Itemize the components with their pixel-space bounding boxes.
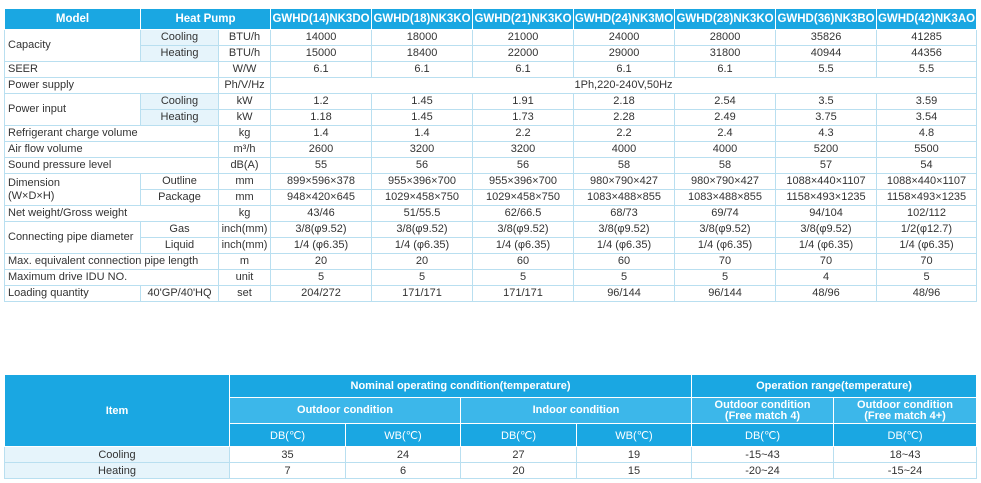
- model-column-header: GWHD(24)NK3MO: [574, 9, 675, 30]
- table-cell: 2.2: [574, 126, 675, 142]
- table-cell: 2600: [271, 142, 372, 158]
- model-column-header: GWHD(18)NK3KO: [372, 9, 473, 30]
- row-sublabel: Cooling: [141, 94, 219, 110]
- table-cell: 1/2(φ12.7): [877, 222, 977, 238]
- table-cell: 3/8(φ9.52): [574, 222, 675, 238]
- cooling-label: Cooling: [5, 447, 230, 463]
- row-unit: Ph/V/Hz: [219, 78, 271, 94]
- table-cell: 1083×488×855: [675, 190, 776, 206]
- table-cell: 1158×493×1235: [776, 190, 877, 206]
- table-cell: 2.18: [574, 94, 675, 110]
- table-cell: 43/46: [271, 206, 372, 222]
- table-row: [5, 126, 977, 142]
- range-header: Operation range(temperature): [692, 375, 977, 398]
- spec-table: [4, 8, 977, 302]
- table-cell: -15~24: [834, 463, 977, 479]
- table-cell: 1.4: [271, 126, 372, 142]
- table-cell: 19: [577, 447, 692, 463]
- table-cell: -20~24: [692, 463, 834, 479]
- sound-label: Sound pressure level: [5, 158, 219, 174]
- row-unit: dB(A): [219, 158, 271, 174]
- spec-header-row: [5, 9, 977, 30]
- row-unit: m³/h: [219, 142, 271, 158]
- table-cell: 1/4 (φ6.35): [574, 238, 675, 254]
- table-cell: 2.28: [574, 110, 675, 126]
- table-row: [5, 222, 977, 238]
- row-unit: mm: [219, 174, 271, 190]
- table-cell: 5: [574, 270, 675, 286]
- table-cell: 60: [473, 254, 574, 270]
- loading-label: Loading quantity: [5, 286, 141, 302]
- table-cell: 58: [574, 158, 675, 174]
- table-row: [5, 270, 977, 286]
- table-cell: 1/4 (φ6.35): [675, 238, 776, 254]
- outdoor-free4-header: [692, 398, 834, 424]
- table-cell: 96/144: [675, 286, 776, 302]
- table-cell: 4.3: [776, 126, 877, 142]
- table-row: [5, 190, 977, 206]
- row-unit: kW: [219, 110, 271, 126]
- row-unit: BTU/h: [219, 30, 271, 46]
- table-cell: 5200: [776, 142, 877, 158]
- heat-pump-header: Heat Pump: [141, 9, 271, 30]
- table-row: [5, 78, 977, 94]
- table-cell: 55: [271, 158, 372, 174]
- model-column-header: GWHD(14)NK3DO: [271, 9, 372, 30]
- table-cell: 3/8(φ9.52): [372, 222, 473, 238]
- model-column-header: GWHD(42)NK3AO: [877, 9, 977, 30]
- table-cell: 20: [461, 463, 577, 479]
- table-row: [5, 142, 977, 158]
- table-cell: 6.1: [473, 62, 574, 78]
- table-cell: 3/8(φ9.52): [675, 222, 776, 238]
- table-cell: 21000: [473, 30, 574, 46]
- table-row: [5, 286, 977, 302]
- table-cell: -15~43: [692, 447, 834, 463]
- table-cell: 2.54: [675, 94, 776, 110]
- table-cell: 1029×458×750: [473, 190, 574, 206]
- row-sublabel: Liquid: [141, 238, 219, 254]
- db-header: DB(℃): [834, 424, 977, 447]
- row-unit: BTU/h: [219, 46, 271, 62]
- table-cell: 948×420×645: [271, 190, 372, 206]
- row-sublabel: Heating: [141, 46, 219, 62]
- table-cell: 1.73: [473, 110, 574, 126]
- table-cell: 35826: [776, 30, 877, 46]
- table-cell: 4: [776, 270, 877, 286]
- item-header: Item: [5, 375, 230, 447]
- table-cell: 1/4 (φ6.35): [776, 238, 877, 254]
- table-cell: 18~43: [834, 447, 977, 463]
- table-cell: 24: [346, 447, 461, 463]
- table-cell: 5.5: [877, 62, 977, 78]
- wb-header: WB(℃): [577, 424, 692, 447]
- table-cell: 56: [372, 158, 473, 174]
- table-cell: 102/112: [877, 206, 977, 222]
- refrigerant-label: Refrigerant charge volume: [5, 126, 219, 142]
- db-header: DB(℃): [230, 424, 346, 447]
- table-cell: 6.1: [372, 62, 473, 78]
- table-cell: 69/74: [675, 206, 776, 222]
- outdoor-free4-line1: Outdoor condition: [714, 398, 811, 411]
- row-unit: kg: [219, 206, 271, 222]
- table-cell: 2.4: [675, 126, 776, 142]
- table-cell: 58: [675, 158, 776, 174]
- table-cell: 15000: [271, 46, 372, 62]
- indoor-header: Indoor condition: [461, 398, 692, 424]
- table-cell: 3200: [473, 142, 574, 158]
- table-cell: 54: [877, 158, 977, 174]
- table-cell: 51/55.5: [372, 206, 473, 222]
- table-cell: 27: [461, 447, 577, 463]
- table-cell: 955×396×700: [473, 174, 574, 190]
- wb-header: WB(℃): [346, 424, 461, 447]
- table-cell: 70: [776, 254, 877, 270]
- outdoor-free4plus-line1: Outdoor condition: [857, 398, 953, 411]
- table-row: [5, 158, 977, 174]
- row-sublabel: Heating: [141, 110, 219, 126]
- table-cell: 5: [271, 270, 372, 286]
- table-cell: 1Ph,220-240V,50Hz: [271, 78, 977, 94]
- table-row: [5, 94, 977, 110]
- row-unit: m: [219, 254, 271, 270]
- model-header: Model: [5, 9, 141, 30]
- table-cell: 4000: [574, 142, 675, 158]
- table-cell: 57: [776, 158, 877, 174]
- table-cell: 1158×493×1235: [877, 190, 977, 206]
- table-cell: 22000: [473, 46, 574, 62]
- table-cell: 6.1: [574, 62, 675, 78]
- table-row: [5, 46, 977, 62]
- table-cell: 48/96: [877, 286, 977, 302]
- table-cell: 1083×488×855: [574, 190, 675, 206]
- table-cell: 4000: [675, 142, 776, 158]
- table-cell: 955×396×700: [372, 174, 473, 190]
- table-cell: 5.5: [776, 62, 877, 78]
- table-cell: 171/171: [372, 286, 473, 302]
- table-cell: 1.18: [271, 110, 372, 126]
- table-row: [5, 463, 977, 479]
- power-input-label: Power input: [5, 94, 141, 126]
- power-supply-label: Power supply: [5, 78, 219, 94]
- table-cell: 3.5: [776, 94, 877, 110]
- table-cell: 70: [877, 254, 977, 270]
- table-cell: 3/8(φ9.52): [473, 222, 574, 238]
- table-cell: 1029×458×750: [372, 190, 473, 206]
- table-cell: 41285: [877, 30, 977, 46]
- table-cell: 1/4 (φ6.35): [877, 238, 977, 254]
- table-cell: 1/4 (φ6.35): [473, 238, 574, 254]
- table-cell: 18000: [372, 30, 473, 46]
- table-cell: 3200: [372, 142, 473, 158]
- row-unit: W/W: [219, 62, 271, 78]
- table-cell: 6.1: [271, 62, 372, 78]
- model-column-header: GWHD(36)NK3BO: [776, 9, 877, 30]
- table-cell: 31800: [675, 46, 776, 62]
- table-cell: 1088×440×1107: [877, 174, 977, 190]
- table-row: [5, 30, 977, 46]
- table-cell: 7: [230, 463, 346, 479]
- table-cell: 5500: [877, 142, 977, 158]
- table-cell: 1/4 (φ6.35): [271, 238, 372, 254]
- table-cell: 94/104: [776, 206, 877, 222]
- table-cell: 3/8(φ9.52): [271, 222, 372, 238]
- table-cell: 1.91: [473, 94, 574, 110]
- row-unit: unit: [219, 270, 271, 286]
- outdoor-header: Outdoor condition: [230, 398, 461, 424]
- conditions-header-row: [5, 375, 977, 398]
- table-cell: 5: [473, 270, 574, 286]
- table-row: [5, 254, 977, 270]
- row-unit: inch(mm): [219, 238, 271, 254]
- table-cell: 5: [372, 270, 473, 286]
- conditions-table: [4, 374, 977, 479]
- table-cell: 18400: [372, 46, 473, 62]
- dimension-label-line1: Dimension: [8, 176, 60, 189]
- table-row: [5, 206, 977, 222]
- table-row: [5, 174, 977, 190]
- model-column-header: GWHD(21)NK3KO: [473, 9, 574, 30]
- table-cell: 1.45: [372, 94, 473, 110]
- table-cell: 40944: [776, 46, 877, 62]
- row-unit: kW: [219, 94, 271, 110]
- table-cell: 60: [574, 254, 675, 270]
- table-cell: 1.2: [271, 94, 372, 110]
- table-cell: 28000: [675, 30, 776, 46]
- table-cell: 70: [675, 254, 776, 270]
- table-cell: 20: [372, 254, 473, 270]
- table-cell: 62/66.5: [473, 206, 574, 222]
- table-cell: 29000: [574, 46, 675, 62]
- table-cell: 2.2: [473, 126, 574, 142]
- table-cell: 24000: [574, 30, 675, 46]
- row-sublabel: Gas: [141, 222, 219, 238]
- table-cell: 3.54: [877, 110, 977, 126]
- row-sublabel: 40'GP/40'HQ: [141, 286, 219, 302]
- table-cell: 44356: [877, 46, 977, 62]
- table-cell: 4.8: [877, 126, 977, 142]
- table-cell: 1.45: [372, 110, 473, 126]
- table-cell: 980×790×427: [675, 174, 776, 190]
- table-cell: 6: [346, 463, 461, 479]
- weight-label: Net weight/Gross weight: [5, 206, 219, 222]
- table-cell: 3.75: [776, 110, 877, 126]
- table-cell: 980×790×427: [574, 174, 675, 190]
- table-cell: 56: [473, 158, 574, 174]
- model-column-header: GWHD(28)NK3KO: [675, 9, 776, 30]
- table-cell: 48/96: [776, 286, 877, 302]
- outdoor-free4plus-header: [834, 398, 977, 424]
- table-cell: 5: [675, 270, 776, 286]
- table-cell: 96/144: [574, 286, 675, 302]
- db-header: DB(℃): [461, 424, 577, 447]
- nominal-header: Nominal operating condition(temperature): [230, 375, 692, 398]
- db-header: DB(℃): [692, 424, 834, 447]
- table-cell: 899×596×378: [271, 174, 372, 190]
- table-cell: 1/4 (φ6.35): [372, 238, 473, 254]
- table-row: [5, 238, 977, 254]
- table-row: [5, 110, 977, 126]
- row-unit: set: [219, 286, 271, 302]
- table-cell: 2.49: [675, 110, 776, 126]
- table-row: [5, 447, 977, 463]
- row-unit: inch(mm): [219, 222, 271, 238]
- outdoor-free4plus-line2: (Free match 4+): [864, 409, 946, 422]
- table-row: [5, 62, 977, 78]
- outdoor-free4-line2: (Free match 4): [724, 409, 801, 422]
- table-cell: 68/73: [574, 206, 675, 222]
- table-cell: 5: [877, 270, 977, 286]
- seer-label: SEER: [5, 62, 219, 78]
- dimension-label-line2: (W×D×H): [8, 189, 55, 202]
- table-cell: 171/171: [473, 286, 574, 302]
- row-unit: kg: [219, 126, 271, 142]
- max-idu-label: Maximum drive IDU NO.: [5, 270, 219, 286]
- table-cell: 35: [230, 447, 346, 463]
- table-cell: 1.4: [372, 126, 473, 142]
- pipe-label: Connecting pipe diameter: [5, 222, 141, 254]
- row-sublabel: Cooling: [141, 30, 219, 46]
- dimension-label: [5, 174, 141, 206]
- row-unit: mm: [219, 190, 271, 206]
- heating-label: Heating: [5, 463, 230, 479]
- table-cell: 204/272: [271, 286, 372, 302]
- table-cell: 3/8(φ9.52): [776, 222, 877, 238]
- row-sublabel: Package: [141, 190, 219, 206]
- capacity-label: Capacity: [5, 30, 141, 62]
- air-flow-label: Air flow volume: [5, 142, 219, 158]
- table-cell: 20: [271, 254, 372, 270]
- table-cell: 14000: [271, 30, 372, 46]
- table-cell: 6.1: [675, 62, 776, 78]
- table-cell: 15: [577, 463, 692, 479]
- table-cell: 3.59: [877, 94, 977, 110]
- table-cell: 1088×440×1107: [776, 174, 877, 190]
- row-sublabel: Outline: [141, 174, 219, 190]
- max-length-label: Max. equivalent connection pipe length: [5, 254, 219, 270]
